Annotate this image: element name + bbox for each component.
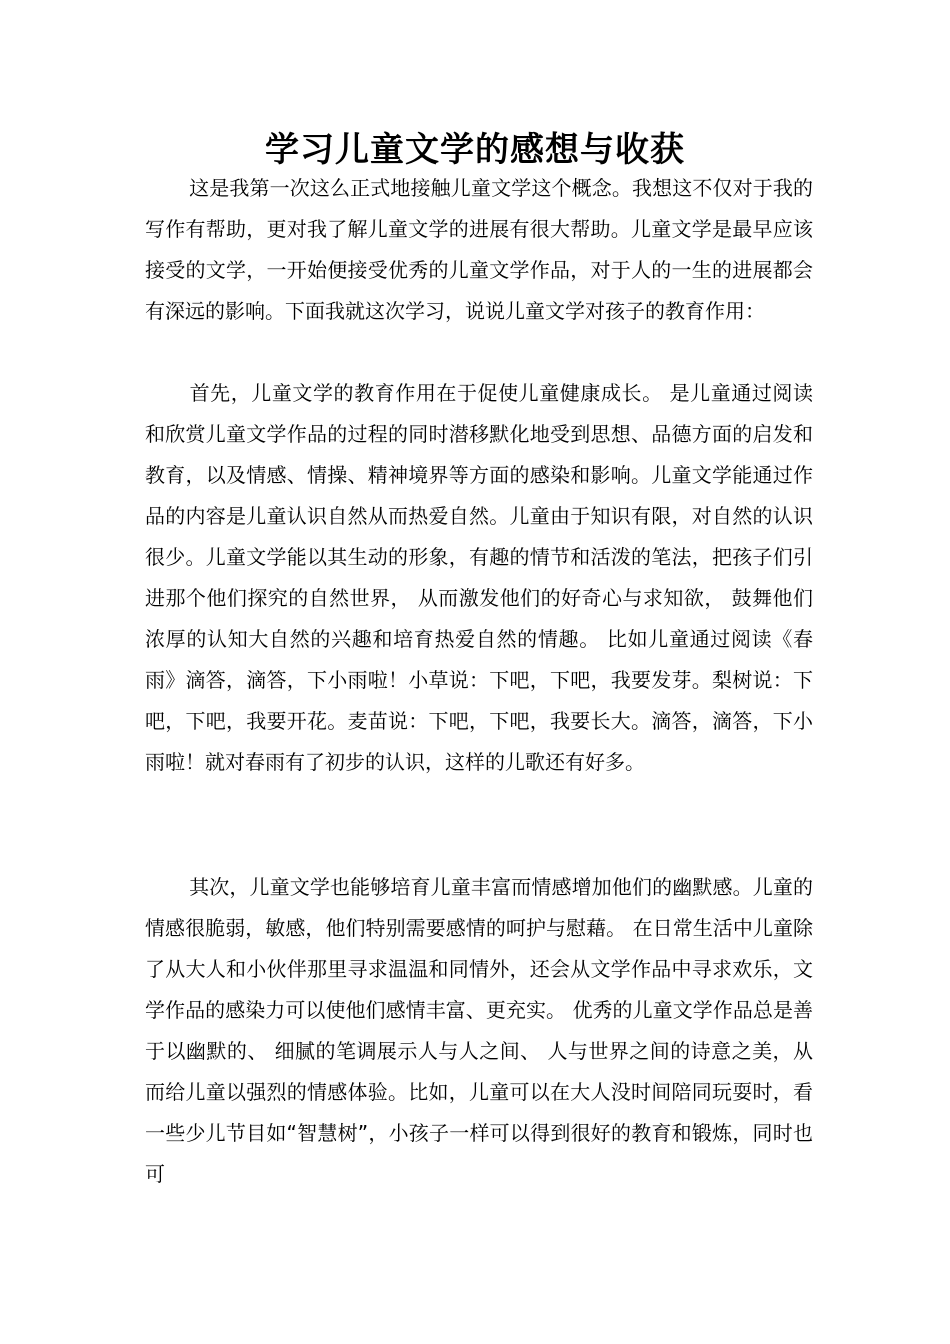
paragraph-text: 这是我第一次这么正式地接触儿童文学这个概念。我想这不仅对于我的写作有帮助，更对我了解儿童文学的进展有很大帮助。儿童文学是最早应该接受的文学，一开始便接受优秀的儿童文学作品，对于人的一生的进展都会有深远的影响。下面我就这次学习，说说儿童文学对孩子的教育作用： <box>145 176 813 323</box>
paragraph-intro <box>145 168 813 332</box>
paragraph-first-point <box>145 373 813 783</box>
paragraph-text: 其次，儿童文学也能够培育儿童丰富而情感增加他们的幽默感。儿童的情感很脆弱，敏感，他们特别需要感情的呵护与慰藉。 在日常生活中儿童除了从大人和小伙伴那里寻求温温和同情外，还会从文学作品中寻求欢乐，文学作品的感染力可以使他们感情丰富、更充实。 优秀的儿童文学作品总是善于以幽默的、 细腻的笔调展示人与人之间、 人与世界之间的诗意之美，从而给儿童以强烈的情感体验。比如，儿童可以在大人没时间陪同玩耍时，看一些少儿节目如“智慧树”，小孩子一样可以得到很好的教育和锻炼，同时也可 <box>145 875 813 1186</box>
paragraph-second-point <box>145 867 813 1195</box>
document-title: 学习儿童文学的感想与收获 <box>265 130 685 170</box>
paragraph-text: 首先，儿童文学的教育作用在于促使儿童健康成长。 是儿童通过阅读和欣赏儿童文学作品的过程的同时潜移默化地受到思想、品德方面的启发和教育，以及情感、情操、精神境界等方面的感染和影响。儿童文学能通过作品的内容是儿童认识自然从而热爱自然。儿童由于知识有限，对自然的认识很少。儿童文学能以其生动的形象，有趣的情节和活泼的笔法，把孩子们引进那个他们探究的自然世界， 从而激发他们的好奇心与求知欲， 鼓舞他们浓厚的认知大自然的兴趣和培育热爱自然的情趣。 比如儿童通过阅读《春雨》滴答，滴答，下小雨啦！小草说：下吧，下吧，我要发芽。梨树说：下吧，下吧，我要开花。麦苗说：下吧，下吧，我要长大。滴答，滴答，下小雨啦！就对春雨有了初步的认识，这样的儿歌还有好多。 <box>145 381 813 774</box>
